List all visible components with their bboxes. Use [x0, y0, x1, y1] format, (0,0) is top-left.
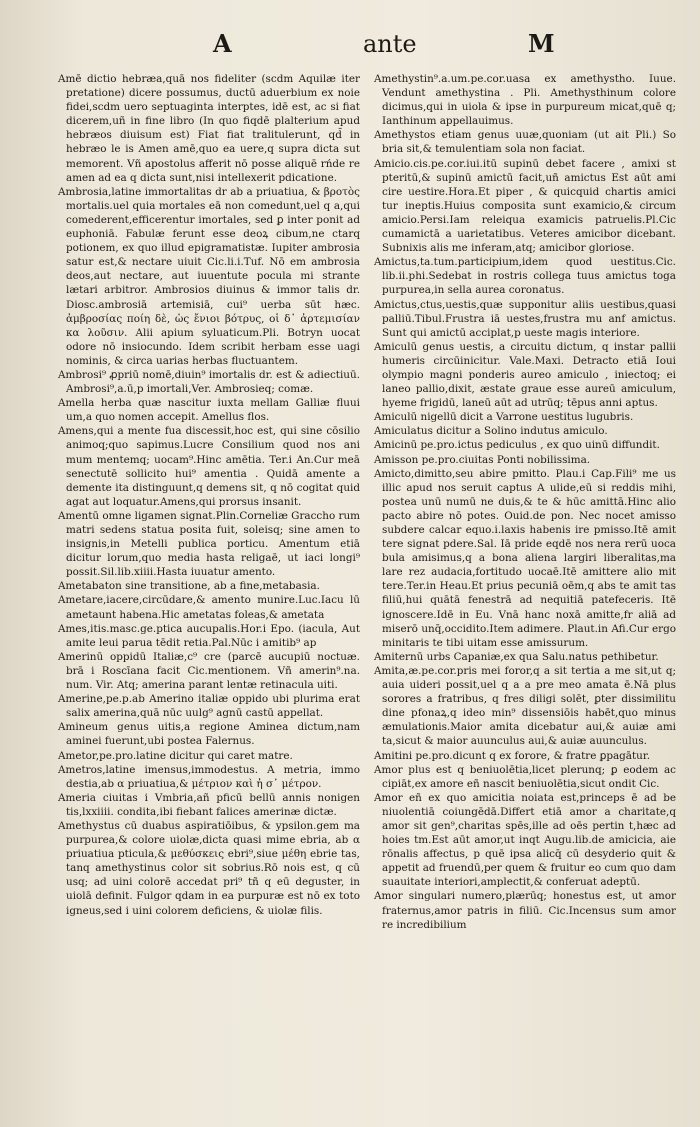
dictionary-entry: Amerine,pe.p.ab Amerino italiæ oppido ubi plurima erat salix amerina,quā nūc uulg⁹ agnū castū appellat. [58, 693, 360, 720]
dictionary-entry: Amicto,dimitto,seu abire pmitto. Plau.i Cap.Fili⁹ me us illic apud nos seruit captus A ulide,eū si reddis mihi, postea unū numū ne duis,& te & hūc amittā.Hinc alio pacto abire nō potes. Ouid.de pon. Nec nocet amisso subdere calcar equo.i.laxis habenis ire pmisso.Itē amit tere signat pdere.Sal. Iā pride eqdē nos nera rerū uoca bula amisimus,q a bona aliena largiri liberalitas,ma lare rez audacia,fortitudo uocaē.Itē amittere alio mit tere.Ter.in Heau.Et prius pecuniā oēm,q abs te amit tas filiū,hui quātā fenestrā ad nequitiā patefeceris. Itē ignoscere.Idē in Eu. Vnā hanc noxā amitte,fr aliā ad miserō unq̄,occidito.Item adimere. Plaut.in Afi.Cur ergo minitaris te tibi uitam esse amissurum. [374, 467, 676, 649]
dictionary-entry: Amens,qui a mente fua discessit,hoc est, qui sine cōsilio animoq;quo sapimus.Lucre Consilium quod nos ani mum mentemq; uocam⁹.Hinc amētia. Ter.i An.Cur meā senectutē sollicito hui⁹ amentia . Quidā amente a demente ita distinguunt,q demens sit, q nō cogitat quid agat aut loquatur.Amens,qui prorsus insanit. [58, 425, 360, 508]
dictionary-entry: Amicio.cis.pe.cor.iui.itū supinū debet facere , amixi st pteritū,& supinū amictū facit,uñ amictus Est aūt ami cire uestire.Hora.Et piper , & quicquid chartis amici tur ineptis.Huius composita sunt examicio,& circum amicio.Persi.Iam releiqua examicis patruelis.Pl.Cic cumamictā a uarietatibus. Veteres amicibor dicebant. Subnixis alis me inferam,atq; amicibor gloriose. [374, 157, 676, 255]
dictionary-entry: Amitini pe.pro.dicunt q ex forore, & fratre ꝑpagātur. [374, 749, 651, 762]
dictionary-entry: Amiculatus dicitur a Solino indutus amiculo. [374, 425, 608, 438]
dictionary-entry: Ametros,latine imensus,immodestus. A metria, immo destia,ab α priuatiua,& μέτριον καὶ ἡ σ᾽ μέτρον. [58, 763, 360, 790]
dictionary-entry: Ametare,iacere,circūdare,& amento munire.Luc.Iacu lū ametaunt habena.Hic ametatas foleas,& ametata [58, 594, 360, 621]
dictionary-entry: Ambrosi⁹ ꝓpriū nomē,diuin⁹ imortalis dr. est & adiectiuū. Ambrosi⁹,a.ū,p imortali,Ver. Ambrosieq; comæ. [58, 368, 360, 396]
dictionary-entry: Amethystos etiam genus uuæ,quoniam (ut ait Pli.) So bria sit,& temulentiam sola non faciat. [374, 129, 676, 156]
dictionary-entry: Ambrosia,latine immortalitas dr ab a priuatiua, & βροτὸς mortalis.uel quia mortales eā non comedunt,uel q a,qui comederent,efficerentur imortales, sed ꝑ inter ponit ad euphoniā. Fabulæ ferunt esse deoꝝ cibum,ne ctarq potionem, ex quo illud epigramatistæ. Iupiter ambrosia satur est,& nectare uiuit Cic.li.i.Tuf. Nō em ambrosia deos,aut nectare, aut iuuentute pocula mi strante lætari arbitror. Ambrosios diuinus & immor talis dr. Diosc.ambrosiā artemisiā, cui⁹ uerba sūt hæc. ἀμβροσίας ποίη δὲ, ὡς ἔνιοι βότρυς, οἱ δ᾽ ἀρτεμισίαν κα λοῦσιν. Alii apium syluaticum.Pli. Botryn uocat odore nō insiocundo. Idem scribit herbam esse uagi nominis, & circa uarias herbas fluctuantem. [58, 185, 360, 367]
dictionary-entry: Amisson pe.pro.ciuitas Ponti nobilissima. [374, 453, 591, 466]
header-word: ante [363, 30, 417, 58]
dictionary-entry: Amor eñ ex quo amicitia noiata est,princeps ē ad be niuolentiā coiungēdā.Differt etiā amor a charitate,q amor sit gen⁹,charitas spēs,ille ad oēs pertin t,hæc ad hoies tm.Est aūt amor,ut inqt Augu.lib.de amicicia, aie rōnalis affectus, p quē ipsa alicq̄ cū desyderio quit & appetit ad fruendū,per quem & fruitur eo cum quo dam suauitate interiori,amplectit,& conferuat adeptū. [374, 791, 676, 889]
left-column [58, 72, 360, 932]
dictionary-entry: Amella herba quæ nascitur iuxta mellam Galliæ fluui um,a quo nomen accepit. Amellus flos. [58, 397, 360, 424]
dictionary-entry: Ames,itis.masc.ge.ptica aucupalis.Hor.i Epo. (iacula, Aut amite leui parua tēdit retia.Pal.Nūc i amitib⁹ ap [58, 622, 360, 649]
text-columns [58, 72, 678, 932]
dictionary-entry: Ameria ciuitas i Vmbria,añ pficū bellū annis nonigen tis,lxxiiii. condita,ibi fiebant falices amerinæ dictæ. [58, 791, 360, 818]
dictionary-entry: Amethystin⁹.a.um.pe.cor.uasa ex amethystho. Iuue. Vendunt amethystina . Pli. Amethysthinum colore dicimus,qui in uiola & ipse in purpureum micat,quē q; Ianthinum appellauimus. [374, 73, 676, 128]
dictionary-entry: Amineum genus uitis,a regione Aminea dictum,nam aminei fuerunt,ubi postea Falernus. [58, 721, 360, 748]
dictionary-entry: Ametor,pe.pro.latine dicitur qui caret matre. [58, 749, 293, 762]
dictionary-entry: Amiternū urbs Capaniæ,ex qua Salu.natus pethibetur. [374, 650, 659, 663]
header-letter-left: A [213, 29, 232, 58]
dictionary-entry: Amethystus cū duabus aspiratiōibus, & ypsilon.gem ma purpurea,& colore uiolæ,dicta quasi mime ebria, ab α priuatiua pticula,& μεθύσκεις ebri⁹,siue μέθη ebrie tas, tanq amethystinus color sit sobrius.Rō nois est, q cū usq; ad uini colorē accedat pri⁹ tñ q eū deguster, in uiolā definit. Fulgor qdam in ea purpuræ est nō ex toto igneus,sed i uini colorem deficiens, & uiolæ filis. [58, 819, 360, 917]
dictionary-entry: Ametabaton sine transitione, ab a fine,metabasia. [58, 580, 320, 593]
dictionary-entry: Amicinū pe.pro.ictus pediculus , ex quo uinū diffundit. [374, 439, 660, 452]
dictionary-entry: Amiculū genus uestis, a circuitu dictum, q instar pallii humeris circūinicitur. Vale.Maxi. Detracto etiā Ioui olympio magni ponderis aureo amiculo , iniectoq; ei laneo pallio,dixit, æstate graue esse aureū amiculum, hyeme frigidū, laneū aūt ad utrūq; tēpus anni aptus. [374, 340, 676, 410]
running-header [58, 30, 678, 58]
dictionary-entry: Amē dictio hebræa,quā nos fideliter (scdm Aquilæ iter pretatione) dicere possumus, ductū aduerbium ex noie fidei,scdm uero septuaginta interptes, idē est, ac si fiat dicerem,uñ in fine libro (In quo fiqdē plalterium apud hebræos diuisum est) Fiat fiat tralitulerunt, qd̄ in hebræo le is Amen amē,quo ea uere,q supra dicta sut memorent. Vñ apostolus afferit nō posse aliquē rńde re amen ad ea q dicta sunt,nisi intellexerit pdicatione. [58, 73, 360, 184]
header-letter-right: M [528, 29, 555, 58]
dictionary-entry: Amita,æ.pe.cor.pris mei foror,q a sit tertia a me sit,ut q; auia uideri possit,uel q a a pre meo amata ē.Nā plus sorores a fratribus, q fres diligi solēt, ꝑter dissimilitu dine pfonaꝝ,q ideo min⁹ dissensiōis habēt,quo minus æmulationis.Maior amita dicebatur aui,& auiæ ami ta,sicut & maior auunculus aui,& auiæ auunculus. [374, 664, 676, 748]
dictionary-entry: Amictus,ctus,uestis,quæ supponitur aliis uestibus,quasi palliū.Tibul.Frustra iā uestes,frustra mu anf amictus. Sunt qui amictū acciplat,p ueste magis interiore. [374, 298, 676, 339]
dictionary-entry: Amiculū nigellū dicit a Varrone uestitus lugubris. [374, 411, 634, 424]
dictionary-entry: Amerinū oppidū Italiæ,c⁹ cre (parcē aucupiū noctuæ. brā i Roscīana facit Cic.mentionem. Vñ amerin⁹.na. num. Vir. Atq; amerina parant lentæ retinacula uiti. [58, 650, 360, 692]
right-column [374, 72, 676, 932]
dictionary-entry: Amor singulari numero,plærūq; honestus est, ut amor fraternus,amor patris in filiū. Cic.Incensus sum amor re incredibilium [374, 890, 676, 931]
dictionary-entry: Amor plus est q beniuolētia,licet plerunq; ꝑ eodem ac cipiāt,ex amore eñ nascit beniuolētia,sicut ondit Cic. [374, 763, 676, 790]
dictionary-entry: Amictus,ta.tum.participium,idem quod uestitus.Cic. lib.ii.phi.Sedebat in rostris collega tuus amictus toga purpurea,in sella aurea coronatus. [374, 256, 676, 297]
dictionary-entry: Amentū omne ligamen signat.Plin.Corneliæ Graccho rum matri sedens statua posita fuit, soleisq; sine amen to insignis,in Metelli publica porticu. Amentum etiā dicitur lorum,quo media hasta religaē, ut iaci longi⁹ possit.Sil.lib.xiiii.Hasta iuuatur amento. [58, 509, 361, 579]
